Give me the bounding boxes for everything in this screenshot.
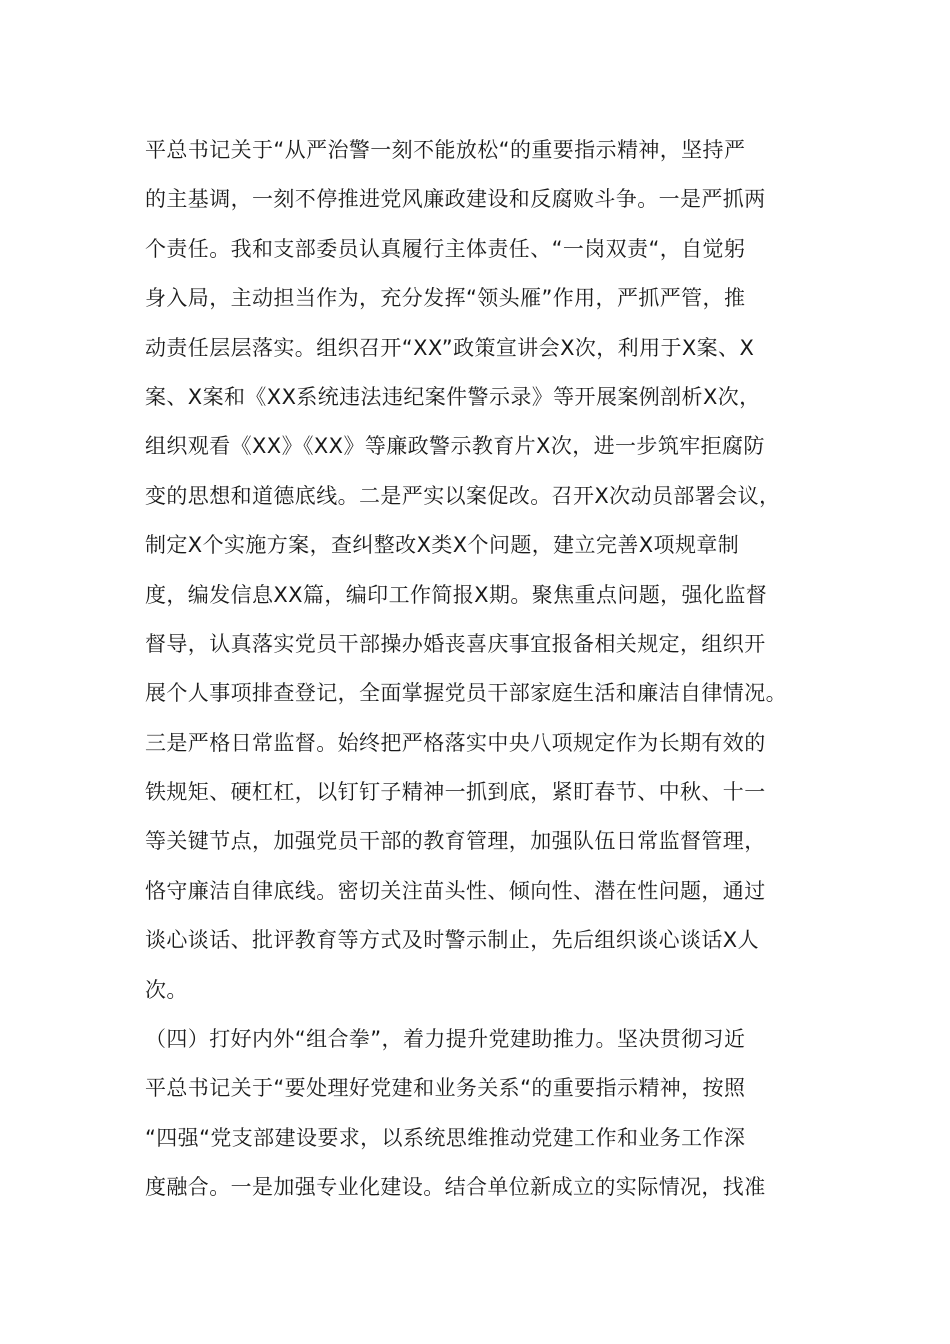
text-line: 动责任层层落实。组织召开“XX”政策宣讲会X次，利用于X案、X <box>145 335 755 360</box>
text-line: 制定X个实施方案，查纠整改X类X个问题，建立完善X项规章制 <box>145 533 740 558</box>
text-line: 平总书记关于“要处理好党建和业务关系“的重要指示精神，按照 <box>145 1076 746 1101</box>
text-line: 谈心谈话、批评教育等方式及时警示制止，先后组织谈心谈话X人 <box>145 928 759 953</box>
text-line: 平总书记关于“从严治警一刻不能放松“的重要指示精神，坚持严 <box>145 138 746 162</box>
section-heading-line: （四）打好内外“组合拳”，着力提升党建助推力。坚决贯彻习近 <box>145 1027 746 1052</box>
body-text <box>145 126 835 1213</box>
text-line: 三是严格日常监督。始终把严格落实中央八项规定作为长期有效的 <box>145 730 766 755</box>
text-line: 组织观看《XX》《XX》等廉政警示教育片X次，进一步筑牢拒腐防 <box>145 434 765 459</box>
text-line: 次。 <box>145 977 188 1002</box>
text-line: 身入局，主动担当作为，充分发挥“领头雁”作用，严抓严管，推 <box>145 286 746 311</box>
text-line: 个责任。我和支部委员认真履行主体责任、“一岗双责“，自觉躬 <box>145 236 746 261</box>
text-line: 展个人事项排查登记，全面掌握党员干部家庭生活和廉洁自律情况。 <box>145 681 787 706</box>
text-line: 案、X案和《XX系统违法违纪案件警示录》等开展案例剖析X次， <box>145 384 761 409</box>
text-line: 等关键节点，加强党员干部的教育管理，加强队伍日常监督管理， <box>145 829 766 854</box>
text-line: 铁规矩、硬杠杠，以钉钉子精神一抓到底，紧盯春节、中秋、十一 <box>145 780 766 805</box>
text-line: 度，编发信息XX篇，编印工作简报X期。聚焦重点问题，强化监督 <box>145 582 768 607</box>
text-line: 督导，认真落实党员干部操办婚丧喜庆事宜报备相关规定，组织开 <box>145 631 766 656</box>
text-line: “四强“党支部建设要求，以系统思维推动党建工作和业务工作深 <box>145 1125 746 1150</box>
text-line: 的主基调，一刻不停推进党风廉政建设和反腐败斗争。一是严抓两 <box>145 187 766 212</box>
text-line: 变的思想和道德底线。二是严实以案促改。召开X次动员部署会议， <box>145 483 781 508</box>
text-line: 度融合。一是加强专业化建设。结合单位新成立的实际情况，找准 <box>145 1175 766 1200</box>
text-line: 恪守廉洁自律底线。密切关注苗头性、倾向性、潜在性问题，通过 <box>145 878 766 903</box>
